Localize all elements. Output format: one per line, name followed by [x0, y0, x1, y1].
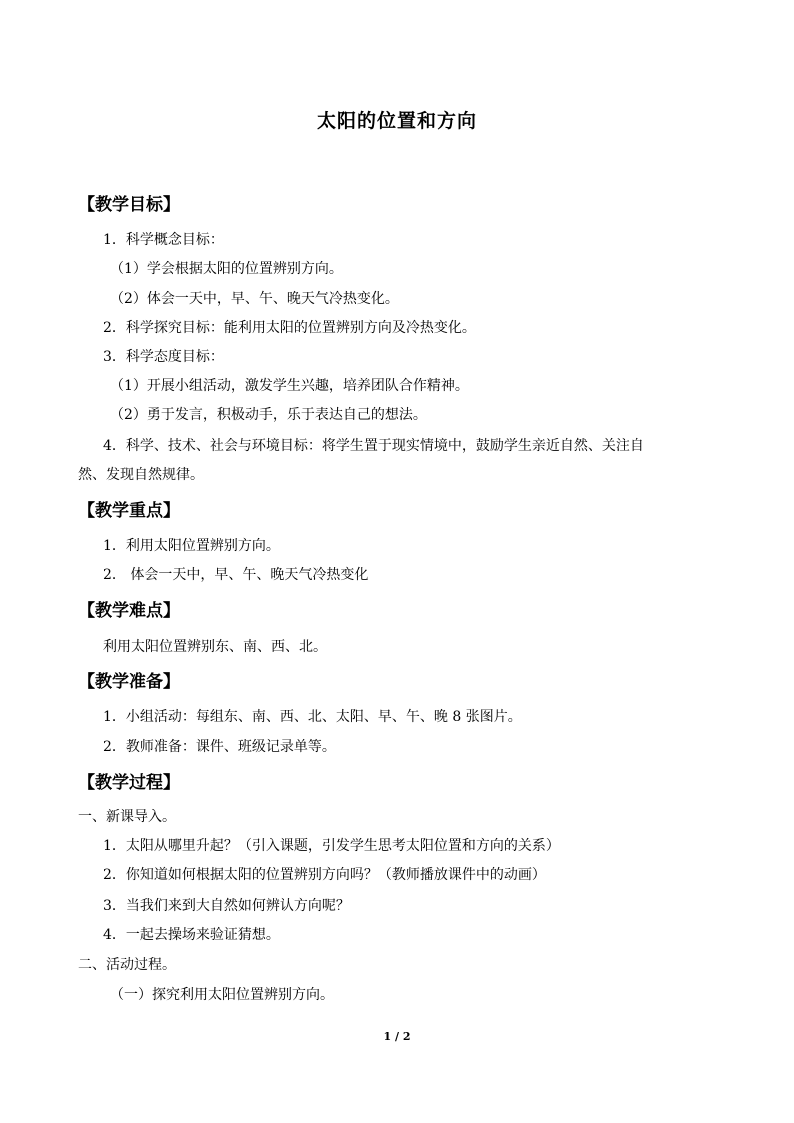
objective-line: 2．科学探究目标：能利用太阳的位置辨别方向及冷热变化。 [103, 320, 476, 336]
process-line: 3．当我们来到大自然如何辨认方向呢？ [103, 898, 350, 914]
objective-line: （1）学会根据太阳的位置辨别方向。 [110, 261, 343, 277]
process-line: 二、活动过程。 [78, 957, 176, 973]
objective-line: （2）勇于发言，积极动手，乐于表达自己的想法。 [110, 407, 427, 423]
document-title: 太阳的位置和方向 [316, 110, 477, 132]
objective-line: 1．科学概念目标： [103, 232, 224, 248]
key-point-line: 2． 体会一天中，早、午、晚天气冷热变化 [103, 567, 369, 583]
objective-line: 然、发现自然规律。 [78, 467, 204, 483]
objective-line: 3．科学态度目标： [103, 349, 224, 365]
key-point-line: 1．利用太阳位置辨别方向。 [103, 538, 280, 554]
page-indicator: 1 / 2 [383, 1030, 411, 1043]
difficulty-line: 利用太阳位置辨别东、南、西、北。 [103, 639, 327, 655]
section-heading-process: 【教学过程】 [78, 773, 180, 793]
objective-line: （1）开展小组活动，激发学生兴趣，培养团队合作精神。 [110, 378, 469, 394]
preparation-line: 1．小组活动：每组东、南、西、北、太阳、早、午、晚 8 张图片。 [103, 709, 522, 725]
section-heading-key-points: 【教学重点】 [78, 501, 180, 521]
process-line: 一、新课导入。 [78, 809, 176, 825]
section-heading-difficulties: 【教学难点】 [78, 601, 180, 621]
section-heading-objectives: 【教学目标】 [78, 195, 180, 215]
preparation-line: 2．教师准备：课件、班级记录单等。 [103, 739, 336, 755]
process-line: 2．你知道如何根据太阳的位置辨别方向吗？（教师播放课件中的动画） [103, 867, 546, 883]
process-line: 4．一起去操场来验证猜想。 [103, 927, 280, 943]
objective-line: （2）体会一天中，早、午、晚天气冷热变化。 [110, 291, 399, 307]
process-line: 1．太阳从哪里升起？（引入课题，引发学生思考太阳位置和方向的关系） [103, 838, 560, 854]
objective-line: 4．科学、技术、社会与环境目标：将学生置于现实情境中，鼓励学生亲近自然、关注自 [103, 438, 644, 454]
section-heading-preparation: 【教学准备】 [78, 672, 180, 692]
process-line: （一）探究利用太阳位置辨别方向。 [110, 987, 334, 1003]
